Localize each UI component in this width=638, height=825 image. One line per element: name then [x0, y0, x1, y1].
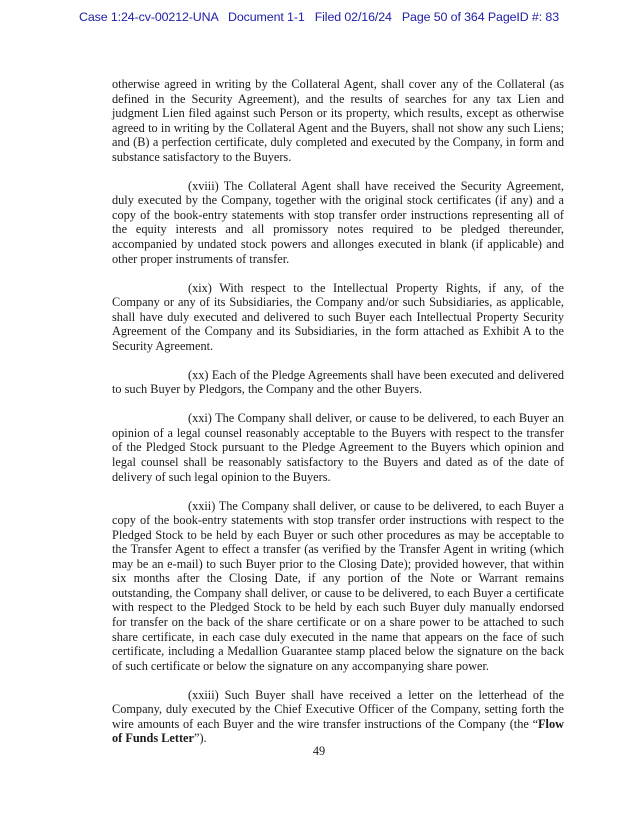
clause-xx	[112, 368, 564, 397]
case-number: Case 1:24-cv-00212-UNA	[79, 10, 218, 24]
clause-text: The Collateral Agent shall have received the Security Agreement, duly executed by the Company, together with the original stock certificates (if any) and a copy of the book-entry statements with stop transfer order instructions representing all of the equity interests and all promissory notes required to be pledged thereunder, accompanied by undated stock powers and allonges executed in blank (if applicable) and other proper instruments of transfer.	[112, 178, 564, 266]
clause-text: With respect to the Intellectual Property Rights, if any, of the Company or any of its Subsidiaries, the Company and/or such Subsidiaries, as applicable, shall have duly executed and delivered to such Buyer each Intellectual Property Security Agreement of the Company and its Subsidiaries, in the form attached as Exhibit A to the Security Agreement.	[112, 280, 564, 353]
defined-term: Flow of Funds Letter	[112, 716, 564, 746]
document-body	[112, 77, 564, 760]
continuation-paragraph: otherwise agreed in writing by the Collateral Agent, shall cover any of the Collateral (as defined in the Security Agreement), and the results of searches for any tax Lien and judgment Lien filed against such Person or its property, which results, except as otherwise agreed to in writing by the Collateral Agent and the Buyers, shall not show any such Liens; and (B) a perfection certificate, duly completed and executed by the Company, in form and substance satisfactory to the Buyers.	[112, 77, 564, 164]
clause-number: (xix)	[188, 280, 212, 295]
clause-number: (xx)	[188, 367, 209, 382]
page-id: PageID #: 83	[487, 10, 559, 24]
clause-xxii	[112, 499, 564, 674]
clause-text: Each of the Pledge Agreements shall have been executed and delivered to such Buyer by Pledgors, the Company and the other Buyers.	[112, 367, 564, 397]
court-filing-header	[0, 10, 638, 24]
clause-xxiii	[112, 688, 564, 746]
document-number: Document 1-1	[228, 10, 305, 24]
clause-xix	[112, 281, 564, 354]
clause-xviii	[112, 179, 564, 266]
clause-text: Such Buyer shall have received a letter on the letterhead of the Company, duly executed by the Chief Executive Officer of the Company, setting forth the wire amounts of each Buyer and the wire transfer instructions of the Company (the “	[112, 687, 564, 731]
clause-text: The Company shall deliver, or cause to be delivered, to each Buyer an opinion of a legal counsel reasonably acceptable to the Buyers with respect to the transfer of the Pledged Stock pursuant to the Pledge Agreement to the Buyers which opinion and legal counsel shall be reasonably satisfactory to the Buyers and dated as of the date of delivery of such legal opinion to the Buyers.	[112, 411, 564, 484]
clause-xxi	[112, 411, 564, 484]
clause-number: (xxi)	[188, 411, 212, 426]
clause-text: The Company shall deliver, or cause to be delivered, to each Buyer a copy of the book-entry statements with stop transfer order instructions with respect to the Pledged Stock to be held by each Buyer or such other procedures as may be acceptable to the Transfer Agent to effect a transfer (as verified by the Transfer Agent in writing (which may be an e-mail) to such Buyer prior to the Closing Date); provided however, that within six months after the Closing Date, if any portion of the Note or Warrant remains outstanding, the Company shall deliver, or cause to be delivered, to each Buyer a certificate with respect to the Pledged Stock to be held by each such Buyer duly manually endorsed for transfer on the back of the share certificate or on a share power to be attached to such share certificate, in each case duly executed in the name that appears on the face of such certificate, including a Medallion Guarantee stamp placed below the signature on the back of such certificate or below the signature on any accompanying share power.	[112, 498, 564, 673]
clause-number: (xxiii)	[188, 687, 219, 702]
clause-text-end: ”).	[193, 731, 207, 746]
filed-date: Filed 02/16/24	[314, 10, 392, 24]
page-count: Page 50 of 364	[401, 10, 485, 24]
page-number: 49	[312, 744, 326, 758]
clause-number: (xviii)	[188, 178, 219, 193]
clause-number: (xxii)	[188, 498, 216, 513]
